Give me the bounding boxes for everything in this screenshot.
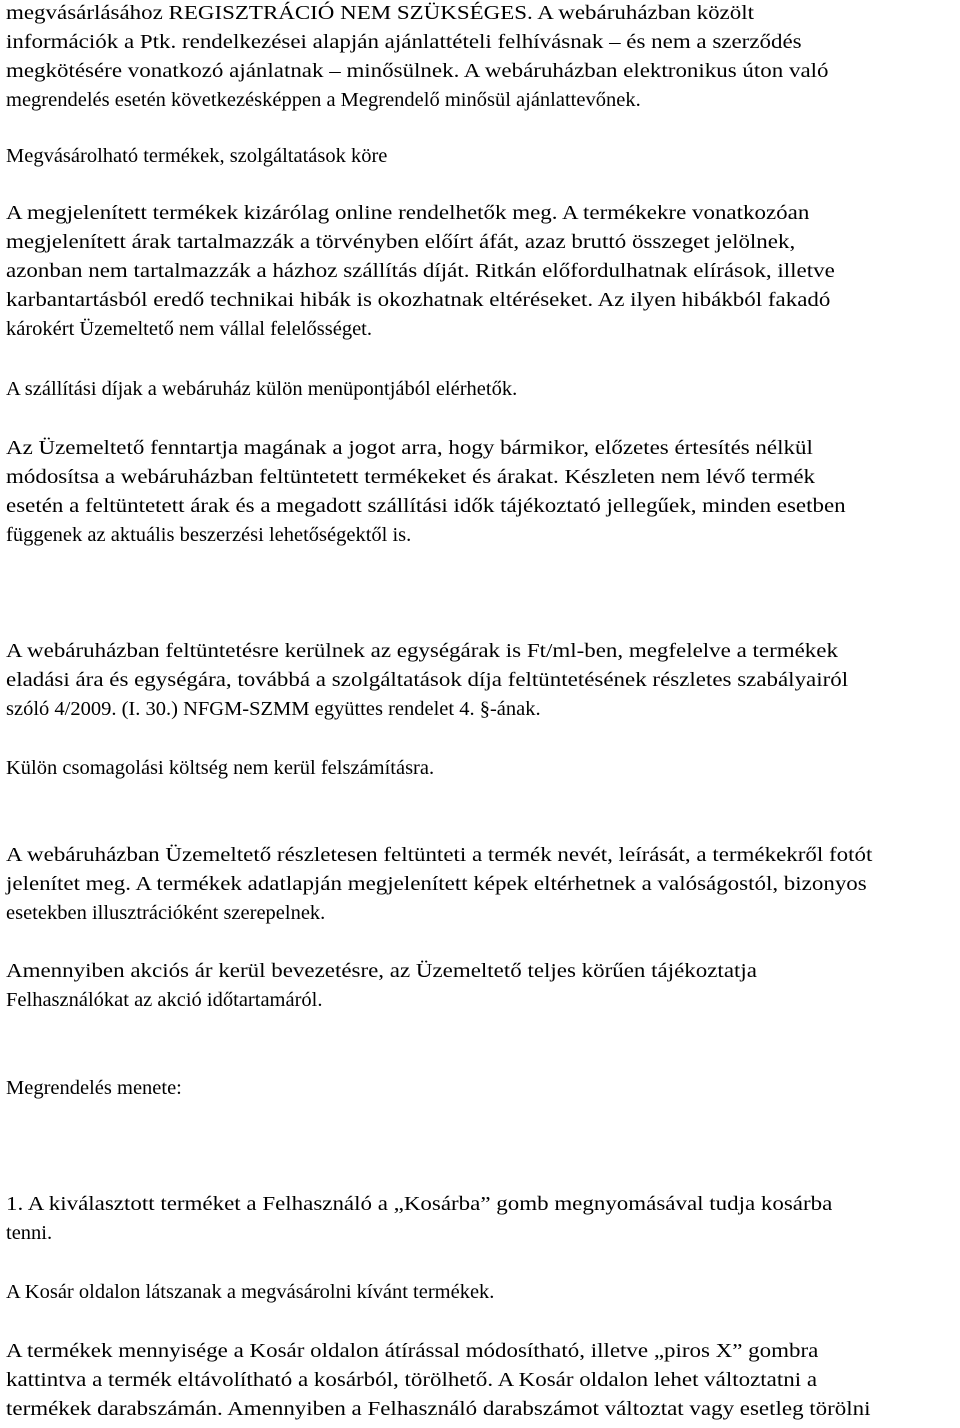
text-line: megjelenített árak tartalmazzák a törvényben előírt áfát, azaz bruttó összeget jelölnek, <box>6 231 796 253</box>
section-heading: Megvásárolható termékek, szolgáltatások köre <box>6 145 388 167</box>
text-line: Külön csomagolási költség nem kerül felszámításra. <box>6 757 435 779</box>
text-line: információk a Ptk. rendelkezései alapján ajánlattételi felhívásnak – és nem a szerződés <box>6 31 802 53</box>
section-heading: Megrendelés menete: <box>6 1077 182 1099</box>
text-line: tenni. <box>6 1222 53 1244</box>
text-line: termékek darabszámán. Amennyiben a Felhasználó darabszámot változtat vagy esetleg törölni <box>6 1398 871 1420</box>
text-line: szóló 4/2009. (I. 30.) NFGM-SZMM együttes rendelet 4. §-ának. <box>6 698 541 720</box>
text-line: függenek az aktuális beszerzési lehetőségektől is. <box>6 524 412 546</box>
text-line: Az Üzemeltető fenntartja magának a jogot arra, hogy bármikor, előzetes értesítés nélkül <box>6 437 813 459</box>
text-line: A termékek mennyisége a Kosár oldalon átírással módosítható, illetve „piros X” gombra <box>6 1340 819 1362</box>
text-line: Felhasználókat az akció időtartamáról. <box>6 989 323 1011</box>
text-line: megrendelés esetén következésképpen a Megrendelő minősül ajánlattevőnek. <box>6 89 641 111</box>
text-line: esetekben illusztrációként szerepelnek. <box>6 902 326 924</box>
text-line: 1. A kiválasztott terméket a Felhasználó a „Kosárba” gomb megnyomásával tudja kosárba <box>6 1193 833 1215</box>
text-line: A szállítási díjak a webáruház külön menüpontjából elérhetők. <box>6 378 518 400</box>
text-line: jelenítet meg. A termékek adatlapján megjelenített képek eltérhetnek a valóságostól, bizonyos <box>6 873 867 895</box>
text-line: A Kosár oldalon látszanak a megvásárolni kívánt termékek. <box>6 1281 495 1303</box>
text-line: megkötésére vonatkozó ajánlatnak – minősülnek. A webáruházban elektronikus úton való <box>6 60 829 82</box>
text-line: A megjelenített termékek kizárólag online rendelhetők meg. A termékekre vonatkozóan <box>6 202 810 224</box>
text-line: karbantartásból eredő technikai hibák is okozhatnak eltéréseket. Az ilyen hibákból fakadó <box>6 289 831 311</box>
text-line: esetén a feltüntetett árak és a megadott szállítási idők tájékoztató jellegűek, minden esetben <box>6 495 846 517</box>
text-line: A webáruházban feltüntetésre kerülnek az egységárak is Ft/ml-ben, megfelelve a termékek <box>6 640 838 662</box>
text-line: A webáruházban Üzemeltető részletesen feltünteti a termék nevét, leírását, a termékekről fotót <box>6 844 873 866</box>
text-line: azonban nem tartalmazzák a házhoz szállítás díját. Ritkán előfordulhatnak elírások, illetve <box>6 260 835 282</box>
text-line: Amennyiben akciós ár kerül bevezetésre, az Üzemeltető teljes körűen tájékoztatja <box>6 960 757 982</box>
text-line: eladási ára és egységára, továbbá a szolgáltatások díja feltüntetésének részletes szabályairól <box>6 669 849 691</box>
text-line: megvásárlásához REGISZTRÁCIÓ NEM SZÜKSÉGES. A webáruházban közölt <box>6 2 754 24</box>
text-line: módosítsa a webáruházban feltüntetett termékeket és árakat. Készleten nem lévő termék <box>6 466 816 488</box>
text-line: kattintva a termék eltávolítható a kosárból, törölhető. A Kosár oldalon lehet változtatni a <box>6 1369 818 1391</box>
text-line: károkért Üzemeltető nem vállal felelősséget. <box>6 318 372 340</box>
